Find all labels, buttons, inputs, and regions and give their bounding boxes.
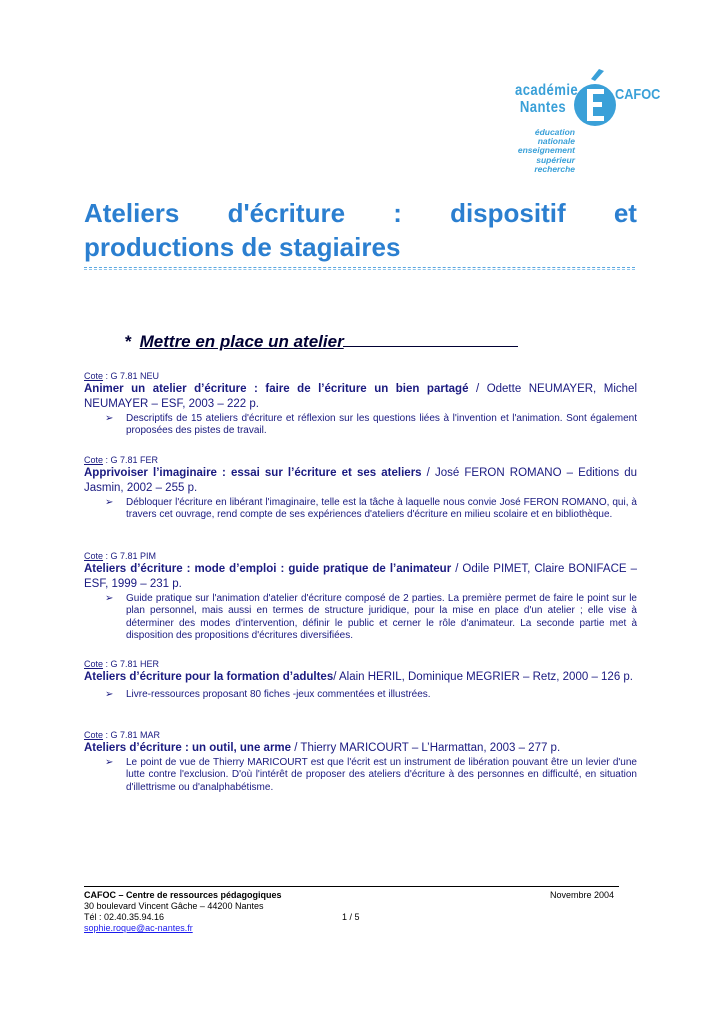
entry-title: Ateliers d’écriture : un outil, une arme — [84, 742, 292, 754]
logo-wordmark — [515, 82, 578, 116]
entry-cote — [84, 371, 637, 382]
title-word: Ateliers — [84, 198, 180, 228]
entry-description-text: Guide pratique sur l'animation d'atelier d'écriture composé de 2 parties. La première permet de faire le point sur le plan personnel, mais aussi en termes de structure juridique, pour la mise en place d'un atelier ; elle vise à déterminer des modes d'intervention, définir le public et cerner le rôle d'animateur. La seconde partie met à disposition des propositions d'écritures diversifiées. — [126, 593, 637, 641]
entry-description — [84, 413, 637, 438]
title-word: : — [393, 198, 402, 228]
logo-e-emblem-icon — [573, 67, 617, 131]
entry-reference — [84, 562, 637, 592]
entry-description — [84, 689, 637, 701]
title-word: d'écriture — [227, 198, 346, 228]
cote-label: Cote — [84, 551, 104, 561]
entry-title: Animer un atelier d’écriture : faire de l’écriture un bien partagé — [84, 383, 469, 395]
arrow-bullet-icon: ➢ — [105, 757, 114, 768]
footer-phone: Tél : 02.40.35.94.16 — [84, 912, 165, 922]
bibliography-entry — [84, 730, 637, 794]
entry-description — [84, 757, 637, 794]
section-heading-text: Mettre en place un atelier — [139, 332, 344, 351]
entry-reference — [84, 382, 637, 412]
cote-label: Cote — [84, 730, 104, 740]
logo-line: nationale — [537, 136, 575, 147]
logo-line: enseignement — [517, 145, 575, 156]
logo-academie: académie — [515, 82, 579, 99]
cote-value: : G 7.81 NEU — [103, 371, 160, 381]
logo-cafoc: CAFOC — [615, 86, 661, 103]
footer-email-link[interactable]: sophie.roque@ac-nantes.fr — [84, 923, 193, 933]
section-heading — [125, 331, 518, 352]
arrow-bullet-icon: ➢ — [105, 413, 114, 424]
entry-title: Apprivoiser l’imaginaire : essai sur l’écriture et ses ateliers — [84, 467, 422, 479]
entry-cote — [84, 551, 637, 562]
logo-ministry-lines — [505, 128, 575, 174]
entry-details: / Alain HERIL, Dominique MEGRIER – Retz, 2000 – 126 p. — [333, 671, 634, 683]
logo-line: supérieur — [536, 154, 575, 165]
entry-title: Ateliers d’écriture pour la formation d’adultes — [84, 671, 334, 683]
bibliography-entry — [84, 371, 637, 438]
bibliography-entry — [84, 659, 637, 701]
academie-nantes-logo — [505, 62, 661, 182]
cote-label: Cote — [84, 371, 104, 381]
entry-details: / Odile PIMET, Claire BONIFACE – ESF, 1999 – 231 p. — [84, 563, 637, 590]
title-line-1 — [84, 196, 637, 230]
title-line-2: productions de stagiaires — [84, 232, 401, 262]
entry-description — [84, 497, 637, 522]
logo-line: recherche — [534, 163, 575, 174]
entry-details: / Thierry MARICOURT – L’Harmattan, 2003 – 277 p. — [291, 742, 561, 754]
entry-description-text: Livre-ressources proposant 80 fiches -jeux commentées et illustrées. — [126, 689, 431, 700]
cote-label: Cote — [84, 455, 104, 465]
title-divider — [84, 267, 635, 268]
footer-page-number: 1 / 5 — [342, 912, 360, 922]
cote-value: : G 7.81 PIM — [103, 551, 157, 561]
cote-label: Cote — [84, 659, 104, 669]
entry-reference — [84, 741, 637, 756]
bibliography-entry — [84, 551, 637, 642]
arrow-bullet-icon: ➢ — [105, 689, 114, 700]
entry-description — [84, 593, 637, 642]
entry-reference — [84, 670, 637, 685]
section-underline — [343, 331, 518, 347]
entry-description-text: Débloquer l'écriture en libérant l'imaginaire, telle est la tâche à laquelle nous convie José FERON ROMANO, qui, à travers cet ouvrage, rend compte de ses expériences d'ateliers d'écriture en milieu scolaire et en bibliothèque. — [126, 497, 637, 521]
entry-cote — [84, 730, 637, 741]
logo-nantes: Nantes — [519, 99, 567, 116]
title-divider-2 — [84, 269, 635, 270]
arrow-bullet-icon: ➢ — [105, 593, 114, 604]
cote-value: : G 7.81 HER — [103, 659, 160, 669]
logo-line: éducation — [534, 127, 575, 137]
cote-value: : G 7.81 FER — [103, 455, 159, 465]
footer-org: CAFOC – Centre de ressources pédagogiques — [84, 890, 282, 900]
title-word: dispositif — [450, 198, 566, 228]
entry-details: / Odette NEUMAYER, Michel NEUMAYER – ESF, 2003 – 222 p. — [84, 383, 637, 410]
arrow-bullet-icon: ➢ — [105, 497, 114, 508]
entry-description-text: Le point de vue de Thierry MARICOURT est que l'écrit est un instrument de libération pouvant être un levier d'une lutte contre l'exclusion. D'où l'intérêt de proposer des ateliers d'écriture à des personnes en difficulté, en situation d'illettrisme ou d'analphabétisme. — [126, 757, 637, 793]
page-title — [84, 196, 637, 264]
entry-cote — [84, 659, 637, 670]
entry-description-text: Descriptifs de 15 ateliers d'écriture et réflexion sur les questions liées à l'invention et l'animation. Sont également proposées des pistes de travail. — [126, 413, 637, 437]
bibliography-entry — [84, 455, 637, 522]
entry-cote — [84, 455, 637, 466]
page-footer-rule — [84, 886, 619, 887]
title-word: et — [613, 198, 637, 228]
entry-details: / José FERON ROMANO – Editions du Jasmin, 2002 – 255 p. — [84, 467, 637, 494]
entry-title: Ateliers d’écriture : mode d’emploi : guide pratique de l’animateur — [84, 563, 452, 575]
section-bullet: * — [125, 332, 132, 351]
entry-reference — [84, 466, 637, 496]
footer-date: Novembre 2004 — [550, 890, 615, 900]
cote-value: : G 7.81 MAR — [103, 730, 161, 740]
footer-address: 30 boulevard Vincent Gâche – 44200 Nantes — [84, 901, 264, 911]
